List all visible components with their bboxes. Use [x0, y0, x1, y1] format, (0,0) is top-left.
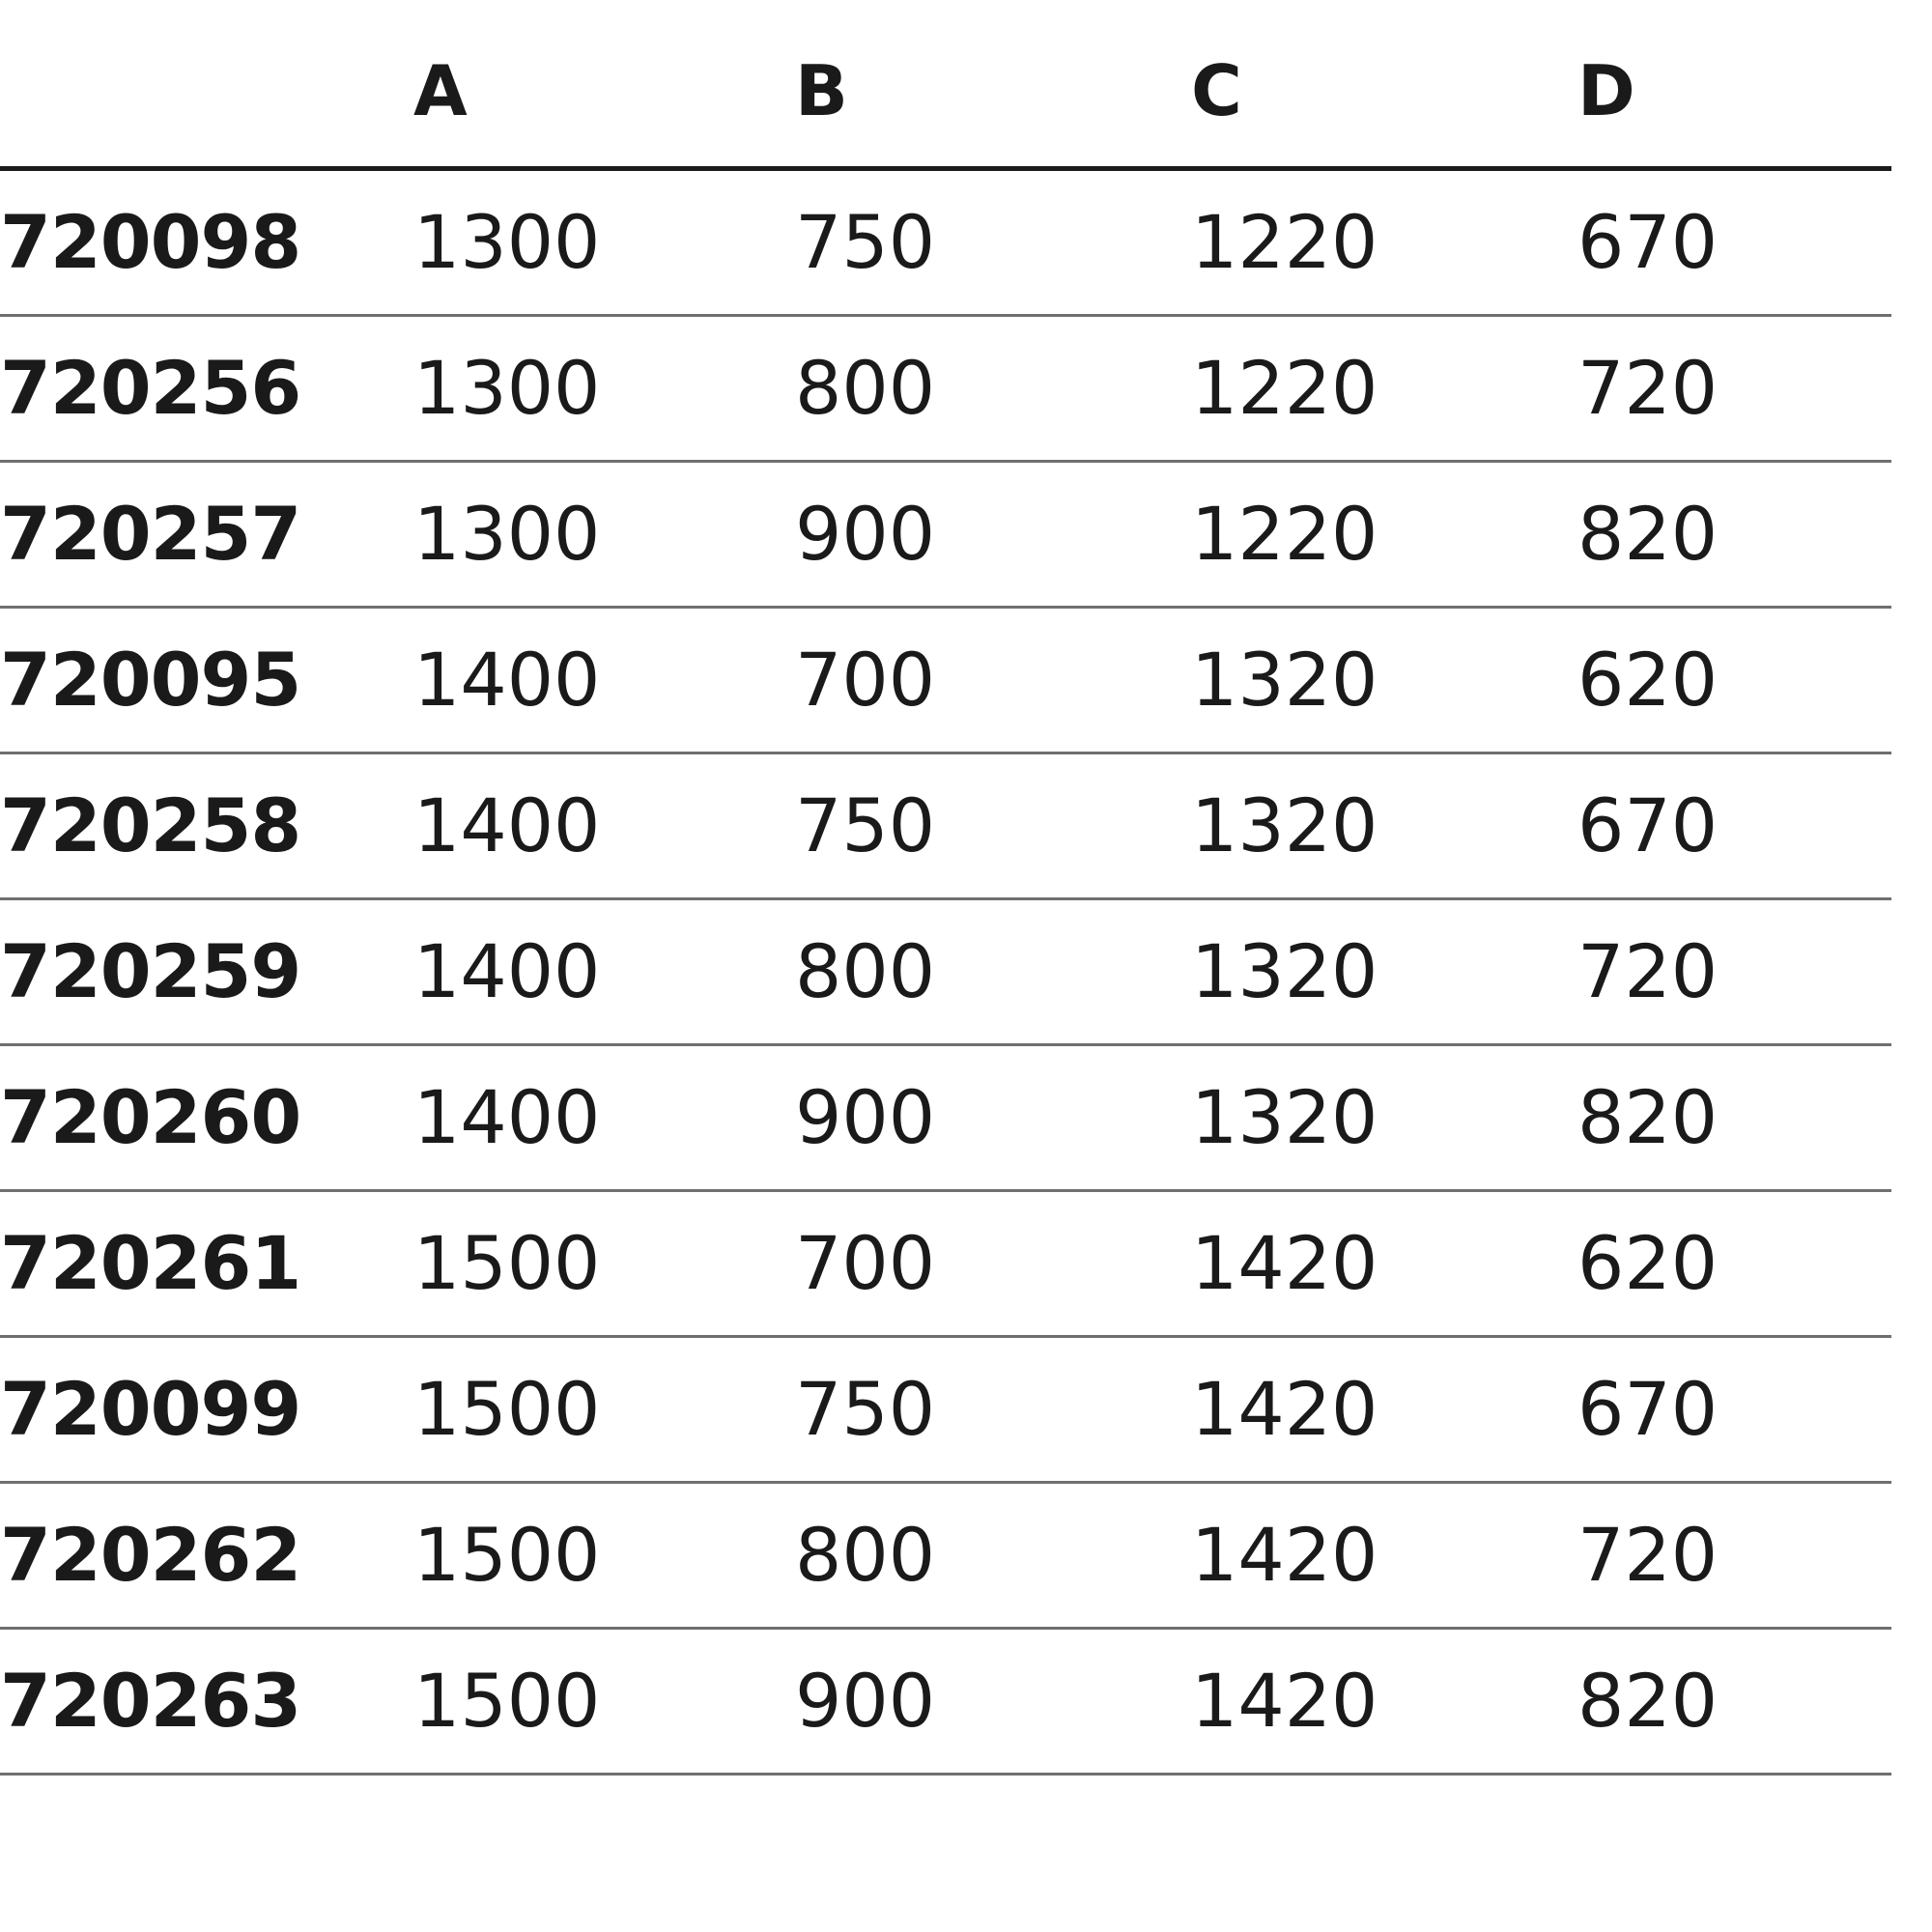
- cell-d: 720: [1550, 316, 1891, 462]
- cell-a: 1500: [386, 1483, 768, 1629]
- column-header-code: [0, 0, 386, 169]
- cell-code: 720095: [0, 608, 386, 753]
- cell-d: 820: [1550, 462, 1891, 608]
- cell-a: 1400: [386, 899, 768, 1045]
- cell-a: 1400: [386, 1045, 768, 1191]
- cell-a: 1300: [386, 462, 768, 608]
- column-header-b: B: [768, 0, 1164, 169]
- table-row: [0, 899, 1891, 1045]
- cell-b: 900: [768, 462, 1164, 608]
- cell-d: 720: [1550, 1483, 1891, 1629]
- cell-b: 700: [768, 1191, 1164, 1337]
- table-row: [0, 462, 1891, 608]
- cell-code: 720099: [0, 1337, 386, 1483]
- cell-b: 750: [768, 169, 1164, 316]
- cell-d: 670: [1550, 169, 1891, 316]
- cell-a: 1400: [386, 753, 768, 899]
- table-row: [0, 1191, 1891, 1337]
- cell-a: 1300: [386, 316, 768, 462]
- cell-b: 800: [768, 1483, 1164, 1629]
- cell-c: 1320: [1164, 753, 1550, 899]
- table-row: [0, 1337, 1891, 1483]
- cell-code: 720256: [0, 316, 386, 462]
- cell-a: 1500: [386, 1629, 768, 1775]
- table-row: [0, 1629, 1891, 1775]
- table-row: [0, 608, 1891, 753]
- cell-code: 720258: [0, 753, 386, 899]
- cell-c: 1420: [1164, 1337, 1550, 1483]
- cell-c: 1420: [1164, 1629, 1550, 1775]
- cell-a: 1500: [386, 1191, 768, 1337]
- cell-d: 620: [1550, 1191, 1891, 1337]
- table-row: [0, 316, 1891, 462]
- cell-c: 1320: [1164, 608, 1550, 753]
- cell-d: 620: [1550, 608, 1891, 753]
- cell-d: 670: [1550, 1337, 1891, 1483]
- table-row: [0, 169, 1891, 316]
- cell-c: 1420: [1164, 1191, 1550, 1337]
- cell-c: 1220: [1164, 462, 1550, 608]
- cell-a: 1400: [386, 608, 768, 753]
- cell-d: 820: [1550, 1629, 1891, 1775]
- cell-c: 1220: [1164, 316, 1550, 462]
- table-body: [0, 169, 1891, 1775]
- cell-b: 750: [768, 753, 1164, 899]
- cell-c: 1320: [1164, 1045, 1550, 1191]
- column-header-a: A: [386, 0, 768, 169]
- column-header-c: C: [1164, 0, 1550, 169]
- table-header-row: [0, 0, 1891, 169]
- cell-code: 720257: [0, 462, 386, 608]
- cell-c: 1420: [1164, 1483, 1550, 1629]
- cell-code: 720262: [0, 1483, 386, 1629]
- table-row: [0, 1045, 1891, 1191]
- cell-d: 820: [1550, 1045, 1891, 1191]
- table-row: [0, 1483, 1891, 1629]
- cell-b: 800: [768, 899, 1164, 1045]
- cell-b: 900: [768, 1045, 1164, 1191]
- cell-b: 750: [768, 1337, 1164, 1483]
- cell-d: 670: [1550, 753, 1891, 899]
- cell-a: 1300: [386, 169, 768, 316]
- cell-a: 1500: [386, 1337, 768, 1483]
- cell-code: 720260: [0, 1045, 386, 1191]
- table-row: [0, 753, 1891, 899]
- cell-d: 720: [1550, 899, 1891, 1045]
- cell-code: 720259: [0, 899, 386, 1045]
- cell-code: 720261: [0, 1191, 386, 1337]
- table-header: [0, 0, 1891, 169]
- cell-code: 720263: [0, 1629, 386, 1775]
- cell-code: 720098: [0, 169, 386, 316]
- cell-c: 1320: [1164, 899, 1550, 1045]
- cell-b: 900: [768, 1629, 1164, 1775]
- cell-c: 1220: [1164, 169, 1550, 316]
- column-header-d: D: [1550, 0, 1891, 169]
- cell-b: 700: [768, 608, 1164, 753]
- cell-b: 800: [768, 316, 1164, 462]
